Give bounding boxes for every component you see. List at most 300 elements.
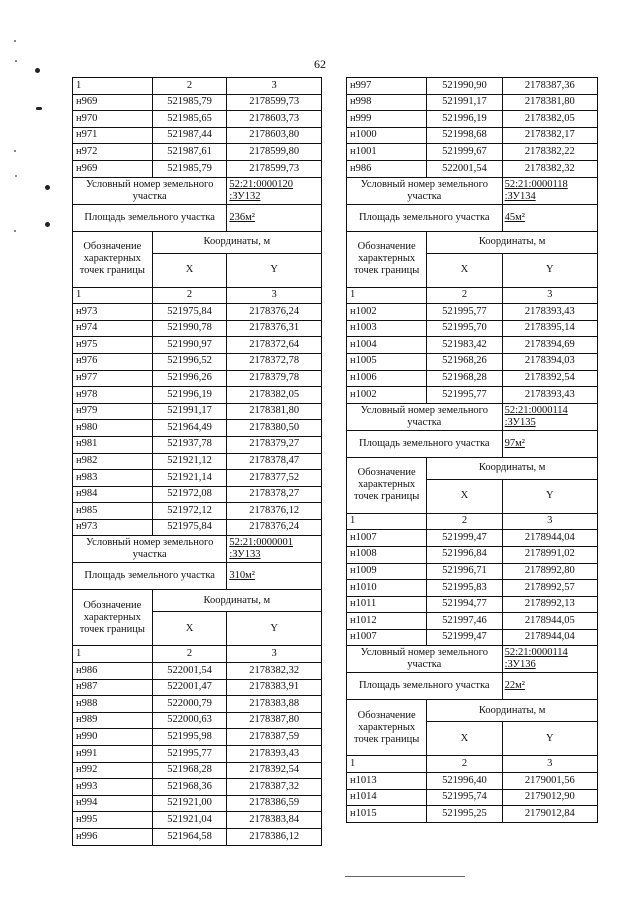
table-row: [73, 762, 322, 779]
point-header: Обозначение характерных точек границы: [347, 457, 427, 513]
right-coordinates-table: [346, 77, 598, 823]
y-header: Y: [502, 253, 597, 287]
cell: 521995,98: [152, 729, 227, 746]
cadastral-label: Условный номер земельного участка: [73, 177, 227, 204]
cell: н1007: [347, 530, 427, 547]
cadastral-label: Условный номер земельного участка: [347, 646, 503, 673]
cell: 2178603,80: [227, 127, 322, 144]
cell: 1: [73, 287, 153, 304]
x-header: X: [427, 253, 502, 287]
table-row: [347, 94, 598, 111]
numbering-row: [347, 513, 598, 530]
area-value: 310м²: [227, 563, 322, 590]
table-row: [347, 337, 598, 354]
cell: н985: [73, 503, 153, 520]
table-row: [347, 144, 598, 161]
left-coordinates-table: [72, 77, 322, 846]
cell: 2178992,80: [502, 563, 597, 580]
cell: н986: [347, 160, 427, 177]
cell: 521968,28: [152, 762, 227, 779]
table-row: [73, 795, 322, 812]
margin-dot: [36, 107, 42, 110]
x-header: X: [427, 479, 502, 513]
cell: 521975,84: [152, 519, 227, 536]
coords-header-row: [73, 590, 322, 612]
cell: 521997,46: [427, 613, 502, 630]
footer-rule: [345, 876, 465, 877]
cell: н997: [347, 78, 427, 95]
cell: н1007: [347, 629, 427, 646]
coords-header: Координаты, м: [152, 590, 321, 612]
left-column: [72, 77, 322, 846]
table-row: [347, 530, 598, 547]
margin-speck: [15, 60, 17, 62]
cell: 2: [152, 78, 227, 95]
cell: 2178378,47: [227, 453, 322, 470]
margin-speck: [14, 230, 16, 232]
cell: н1005: [347, 353, 427, 370]
table-row: [73, 829, 322, 846]
cell: 2178394,69: [502, 337, 597, 354]
numbering-row: [73, 646, 322, 663]
margin-dot: [45, 185, 50, 190]
cell: 2179001,56: [502, 773, 597, 790]
cell: н982: [73, 453, 153, 470]
cell: 521972,12: [152, 503, 227, 520]
cell: н1014: [347, 789, 427, 806]
table-row: [73, 337, 322, 354]
area-row: [347, 204, 598, 231]
cell: 2178944,04: [502, 530, 597, 547]
cell: 521968,28: [427, 370, 502, 387]
table-row: [73, 320, 322, 337]
table-row: [347, 304, 598, 321]
cell: 2178387,36: [502, 78, 597, 95]
margin-speck: [15, 175, 17, 177]
cell: н993: [73, 779, 153, 796]
table-row: [347, 629, 598, 646]
cell: 521995,77: [152, 746, 227, 763]
cell: н970: [73, 111, 153, 128]
cell: н983: [73, 470, 153, 487]
cell: 521972,08: [152, 486, 227, 503]
y-header: Y: [502, 722, 597, 756]
cell: н999: [347, 111, 427, 128]
cell: 521975,84: [152, 304, 227, 321]
cell: н987: [73, 679, 153, 696]
cell: 521995,77: [427, 387, 502, 404]
table-row: [73, 127, 322, 144]
x-header: X: [427, 722, 502, 756]
numbering-row: [347, 756, 598, 773]
margin-dot: [35, 68, 40, 73]
cell: н1003: [347, 320, 427, 337]
cell: 521987,44: [152, 127, 227, 144]
cell: 2178382,32: [227, 663, 322, 680]
cell: 521964,49: [152, 420, 227, 437]
cell: 2178392,54: [227, 762, 322, 779]
cell: 521994,77: [427, 596, 502, 613]
table-row: [347, 596, 598, 613]
cell: 2178944,05: [502, 613, 597, 630]
table-row: [347, 806, 598, 823]
cadastral-value: 52:21:0000118 :ЗУ134: [502, 177, 597, 204]
cell: 521999,47: [427, 530, 502, 547]
cell: н1011: [347, 596, 427, 613]
area-value: 45м²: [502, 204, 597, 231]
cell: 2178372,64: [227, 337, 322, 354]
table-row: [347, 353, 598, 370]
cell: 521991,17: [427, 94, 502, 111]
coords-header-row: [347, 700, 598, 722]
cell: 2178376,24: [227, 304, 322, 321]
table-row: [73, 519, 322, 536]
cadastral-row: [347, 403, 598, 430]
cell: 2178944,04: [502, 629, 597, 646]
cell: н969: [73, 160, 153, 177]
cadastral-value: 52:21:0000114 :ЗУ136: [502, 646, 597, 673]
cell: 3: [502, 756, 597, 773]
cell: 521999,47: [427, 629, 502, 646]
table-row: [73, 144, 322, 161]
table-row: [347, 78, 598, 95]
y-header: Y: [502, 479, 597, 513]
area-value: 22м²: [502, 673, 597, 700]
cell: 2178386,12: [227, 829, 322, 846]
table-row: [347, 320, 598, 337]
cell: 2178381,80: [227, 403, 322, 420]
cell: н977: [73, 370, 153, 387]
cell: 521996,52: [152, 353, 227, 370]
cell: 1: [73, 78, 153, 95]
cell: 2179012,90: [502, 789, 597, 806]
cadastral-row: [73, 177, 322, 204]
margin-speck: [14, 150, 16, 152]
table-row: [73, 812, 322, 829]
cell: н975: [73, 337, 153, 354]
cell: н981: [73, 436, 153, 453]
margin-dot: [45, 222, 50, 227]
cell: 521985,79: [152, 160, 227, 177]
cell: 521921,14: [152, 470, 227, 487]
cell: н976: [73, 353, 153, 370]
cell: 2178394,03: [502, 353, 597, 370]
area-row: [73, 563, 322, 590]
table-row: [73, 94, 322, 111]
table-row: [73, 420, 322, 437]
cell: 2178991,02: [502, 546, 597, 563]
cell: 1: [347, 513, 427, 530]
table-row: [73, 453, 322, 470]
cell: н1009: [347, 563, 427, 580]
cell: 521937,78: [152, 436, 227, 453]
table-row: [73, 712, 322, 729]
cell: 2178372,78: [227, 353, 322, 370]
cell: 521990,78: [152, 320, 227, 337]
cell: 521968,36: [152, 779, 227, 796]
cell: 2178387,59: [227, 729, 322, 746]
area-label: Площадь земельного участка: [73, 563, 227, 590]
cell: н973: [73, 519, 153, 536]
cell: 1: [347, 287, 427, 304]
cell: 2178376,31: [227, 320, 322, 337]
cell: 2: [152, 646, 227, 663]
coords-header-row: [73, 231, 322, 253]
cell: н971: [73, 127, 153, 144]
point-header: Обозначение характерных точек границы: [347, 231, 427, 287]
cell: 521996,84: [427, 546, 502, 563]
cell: 2178381,80: [502, 94, 597, 111]
cell: 521921,12: [152, 453, 227, 470]
point-header: Обозначение характерных точек границы: [347, 700, 427, 756]
cell: н969: [73, 94, 153, 111]
cell: 2178992,57: [502, 580, 597, 597]
coords-header: Координаты, м: [427, 700, 598, 722]
table-row: [73, 160, 322, 177]
cell: н973: [73, 304, 153, 321]
point-header: Обозначение характерных точек границы: [73, 590, 153, 646]
area-row: [347, 430, 598, 457]
table-row: [347, 111, 598, 128]
cell: 2: [427, 756, 502, 773]
cell: н1004: [347, 337, 427, 354]
cell: н1015: [347, 806, 427, 823]
cell: 3: [227, 287, 322, 304]
cell: н979: [73, 403, 153, 420]
cell: 521991,17: [152, 403, 227, 420]
cell: 521921,04: [152, 812, 227, 829]
cadastral-label: Условный номер земельного участка: [347, 177, 503, 204]
area-label: Площадь земельного участка: [73, 204, 227, 231]
cell: 521999,67: [427, 144, 502, 161]
cell: 521996,26: [152, 370, 227, 387]
cell: 3: [227, 646, 322, 663]
cell: н1013: [347, 773, 427, 790]
cell: н1008: [347, 546, 427, 563]
cell: 2178387,32: [227, 779, 322, 796]
numbering-row: [347, 287, 598, 304]
cell: 522001,54: [427, 160, 502, 177]
cell: 521996,19: [427, 111, 502, 128]
cell: 521964,58: [152, 829, 227, 846]
cell: 521983,42: [427, 337, 502, 354]
cell: 521990,90: [427, 78, 502, 95]
cell: н1001: [347, 144, 427, 161]
cadastral-label: Условный номер земельного участка: [73, 536, 227, 563]
table-row: [347, 789, 598, 806]
cell: 2178386,59: [227, 795, 322, 812]
y-header: Y: [227, 612, 322, 646]
cell: 2: [152, 287, 227, 304]
numbering-row: [73, 78, 322, 95]
cell: н991: [73, 746, 153, 763]
cell: 2178599,73: [227, 160, 322, 177]
coords-header: Координаты, м: [427, 231, 598, 253]
cell: 2178376,24: [227, 519, 322, 536]
cell: 2178393,43: [502, 304, 597, 321]
cell: н986: [73, 663, 153, 680]
cell: 521995,83: [427, 580, 502, 597]
cell: н1012: [347, 613, 427, 630]
cell: н1006: [347, 370, 427, 387]
cell: 3: [227, 78, 322, 95]
cell: 522000,63: [152, 712, 227, 729]
cell: н989: [73, 712, 153, 729]
cell: 2178383,88: [227, 696, 322, 713]
cell: н974: [73, 320, 153, 337]
table-row: [347, 127, 598, 144]
cell: н972: [73, 144, 153, 161]
cell: н1010: [347, 580, 427, 597]
cell: 2178393,43: [502, 387, 597, 404]
cell: 521985,79: [152, 94, 227, 111]
cell: 2178382,05: [227, 387, 322, 404]
cell: 521996,71: [427, 563, 502, 580]
cell: 2178599,80: [227, 144, 322, 161]
cell: н1000: [347, 127, 427, 144]
cell: 2178379,78: [227, 370, 322, 387]
table-row: [73, 304, 322, 321]
table-row: [73, 370, 322, 387]
page-number: 62: [314, 57, 326, 71]
coords-header-row: [347, 231, 598, 253]
cell: 2178380,50: [227, 420, 322, 437]
cell: 521995,70: [427, 320, 502, 337]
area-label: Площадь земельного участка: [347, 430, 503, 457]
cell: 2178376,12: [227, 503, 322, 520]
coords-header-row: [347, 457, 598, 479]
cell: 521921,00: [152, 795, 227, 812]
cell: н992: [73, 762, 153, 779]
cell: 521987,61: [152, 144, 227, 161]
cell: н990: [73, 729, 153, 746]
cell: 2178382,17: [502, 127, 597, 144]
x-header: X: [152, 612, 227, 646]
cell: 2178383,91: [227, 679, 322, 696]
cell: 522000,79: [152, 696, 227, 713]
cell: 2178379,27: [227, 436, 322, 453]
cell: 521996,40: [427, 773, 502, 790]
cell: 2178382,22: [502, 144, 597, 161]
cell: 521996,19: [152, 387, 227, 404]
cell: 2178392,54: [502, 370, 597, 387]
area-value: 236м²: [227, 204, 322, 231]
cell: н978: [73, 387, 153, 404]
cell: н998: [347, 94, 427, 111]
cell: 2178603,73: [227, 111, 322, 128]
scan-margin-marks: [0, 0, 70, 905]
area-label: Площадь земельного участка: [347, 673, 503, 700]
table-row: [73, 387, 322, 404]
cell: 2178383,84: [227, 812, 322, 829]
table-row: [347, 773, 598, 790]
cell: 1: [347, 756, 427, 773]
table-row: [73, 663, 322, 680]
cell: 522001,54: [152, 663, 227, 680]
coords-header: Координаты, м: [427, 457, 598, 479]
cadastral-row: [73, 536, 322, 563]
cell: 2179012,84: [502, 806, 597, 823]
cell: н1002: [347, 304, 427, 321]
table-row: [73, 729, 322, 746]
table-row: [73, 353, 322, 370]
cell: н996: [73, 829, 153, 846]
cell: 521995,74: [427, 789, 502, 806]
cadastral-row: [347, 646, 598, 673]
table-row: [347, 387, 598, 404]
cell: 2178387,80: [227, 712, 322, 729]
cell: 2: [427, 287, 502, 304]
cell: н980: [73, 420, 153, 437]
cadastral-value: 52:21:0000120 :ЗУ132: [227, 177, 322, 204]
cell: н988: [73, 696, 153, 713]
area-row: [347, 673, 598, 700]
table-row: [73, 486, 322, 503]
cell: н995: [73, 812, 153, 829]
table-row: [73, 403, 322, 420]
x-header: X: [152, 253, 227, 287]
cell: 2178378,27: [227, 486, 322, 503]
table-row: [73, 679, 322, 696]
cell: 2178599,73: [227, 94, 322, 111]
area-label: Площадь земельного участка: [347, 204, 503, 231]
cell: 3: [502, 287, 597, 304]
cell: 521995,25: [427, 806, 502, 823]
margin-speck: [14, 40, 16, 42]
table-row: [73, 746, 322, 763]
table-row: [347, 546, 598, 563]
cell: 521985,65: [152, 111, 227, 128]
cadastral-value: 52:21:0000114 :ЗУ135: [502, 403, 597, 430]
table-row: [347, 370, 598, 387]
coords-header: Координаты, м: [152, 231, 321, 253]
cell: 521998,68: [427, 127, 502, 144]
area-row: [73, 204, 322, 231]
cell: 2178992,13: [502, 596, 597, 613]
cadastral-label: Условный номер земельного участка: [347, 403, 503, 430]
y-header: Y: [227, 253, 322, 287]
cell: 3: [502, 513, 597, 530]
numbering-row: [73, 287, 322, 304]
cell: н1002: [347, 387, 427, 404]
point-header: Обозначение характерных точек границы: [73, 231, 153, 287]
area-value: 97м²: [502, 430, 597, 457]
cell: 2: [427, 513, 502, 530]
cell: 2178382,32: [502, 160, 597, 177]
table-row: [347, 613, 598, 630]
cell: 2178395,14: [502, 320, 597, 337]
cell: 521995,77: [427, 304, 502, 321]
table-row: [73, 503, 322, 520]
cadastral-row: [347, 177, 598, 204]
cell: н994: [73, 795, 153, 812]
table-row: [347, 160, 598, 177]
table-row: [73, 436, 322, 453]
cell: 521968,26: [427, 353, 502, 370]
table-row: [73, 779, 322, 796]
right-column: [346, 77, 598, 823]
cell: 521990,97: [152, 337, 227, 354]
table-row: [73, 111, 322, 128]
cell: н984: [73, 486, 153, 503]
table-row: [73, 696, 322, 713]
table-row: [347, 580, 598, 597]
cell: 2178382,05: [502, 111, 597, 128]
cadastral-value: 52:21:0000001 :ЗУ133: [227, 536, 322, 563]
cell: 2178377,52: [227, 470, 322, 487]
cell: 1: [73, 646, 153, 663]
table-row: [347, 563, 598, 580]
